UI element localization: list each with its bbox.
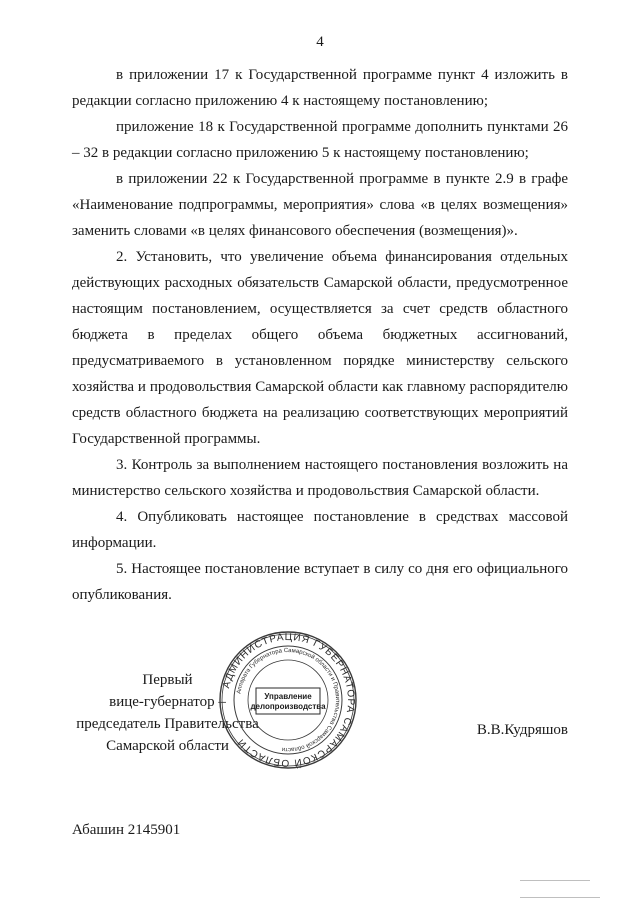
scan-artifact-line	[520, 880, 590, 881]
signatory-position-line: Самарской области	[106, 738, 229, 754]
paragraph-appendix-17: в приложении 17 к Государственной программе пункт 4 изложить в редакции согласно приложению 4 к настоящему постановлению;	[72, 67, 568, 109]
stamp-center-line1: Управление	[264, 692, 312, 701]
stamp-outer-text: АДМИНИСТРАЦИЯ ГУБЕРНАТОРА САМАРСКОЙ ОБЛАСТИ	[221, 631, 357, 769]
scan-artifact-line	[520, 897, 600, 898]
paragraph-item-3: 3. Контроль за выполнением настоящего постановления возложить на министерство сельского хозяйства и продовольствия Самарской области.	[72, 457, 568, 499]
signatory-position-line: председатель Правительства	[76, 716, 259, 732]
paragraph-item-5: 5. Настоящее постановление вступает в силу со дня его официального опубликования.	[72, 561, 568, 603]
paragraph-item-4: 4. Опубликовать настоящее постановление в средствах массовой информации.	[72, 509, 568, 551]
paragraph-appendix-22: в приложении 22 к Государственной программе в пункте 2.9 в графе «Наименование подпрограммы, мероприятия» слова «в целях возмещения» заменить словами «в целях финансового обеспечения (возмещения)».	[72, 171, 568, 239]
signatory-position-line: Первый	[142, 672, 193, 688]
signatory-position-line: вице-губернатор –	[109, 694, 226, 710]
document-body	[72, 62, 568, 608]
stamp-center-line2: делопроизводства	[250, 702, 326, 711]
signatory-name: В.В.Кудряшов	[476, 722, 568, 738]
paragraph-item-2: 2. Установить, что увеличение объема финансирования отдельных действующих расходных обязательств Самарской области, предусмотренное настоящим постановлением, осуществляется за счет средств областного бюджета в пределах общего объема бюджетных ассигнований, предусматриваемого в установленном порядке министерству сельского хозяйства и продовольствия Самарской области как главному распорядителю средств областного бюджета на реализацию соответствующих мероприятий Государственной программы.	[72, 249, 568, 447]
executor-footer: Абашин 2145901	[72, 822, 181, 838]
official-seal-stamp	[218, 630, 358, 770]
paragraph-appendix-18: приложение 18 к Государственной программе дополнить пунктами 26 – 32 в редакции согласно приложению 5 к настоящему постановлению;	[72, 119, 568, 161]
stamp-inner-text: Аппарата Губернатора Самарской области и Правительства Самарской области	[236, 647, 341, 753]
page-number: 4	[316, 34, 324, 50]
